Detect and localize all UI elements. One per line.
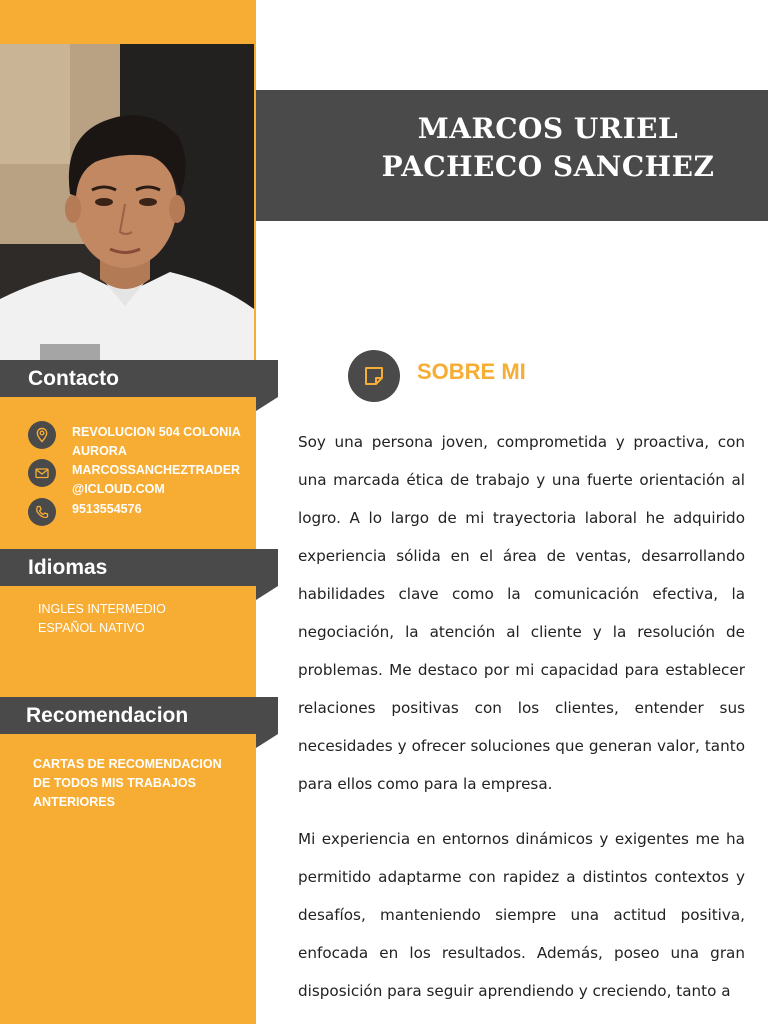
recommendation-line: ANTERIORES bbox=[33, 795, 115, 809]
address-text bbox=[72, 423, 241, 461]
about-title: SOBRE MI bbox=[417, 359, 526, 384]
email-text[interactable] bbox=[72, 461, 240, 499]
recommendation-text bbox=[33, 755, 222, 812]
about-paragraph-1: Soy una persona joven, comprometida y proactiva, con una marcada ética de trabajo y una fuerte orientación al logro. A lo largo de mi trayectoria laboral he adquirido experiencia sólida en el área de ventas, desarrollando habilidades clave como la comunicación efectiva, la negociación, la atención al cliente y la resolución de problemas. Me destaco por mi capacidad para establecer relaciones positivas con los clientes, entender sus necesidades y ofrecer soluciones que generan valor, tanto para ellos como para la empresa. bbox=[298, 433, 745, 793]
recommendation-title: Recomendacion bbox=[26, 704, 189, 727]
name-line-1: MARCOS URIEL bbox=[417, 112, 679, 145]
contact-address bbox=[28, 421, 56, 449]
email-line-1: MARCOSSANCHEZTRADER bbox=[72, 463, 241, 477]
note-icon bbox=[348, 350, 400, 402]
address-line-1: REVOLUCION 504 COLONIA bbox=[72, 425, 241, 439]
address-line-2: AURORA bbox=[72, 444, 127, 458]
contact-phone bbox=[28, 498, 56, 526]
contact-header bbox=[0, 360, 278, 397]
recommendation-line: DE TODOS MIS TRABAJOS bbox=[33, 776, 196, 790]
profile-photo bbox=[0, 44, 254, 360]
language-item: ESPAÑOL NATIVO bbox=[38, 621, 145, 635]
languages-header bbox=[0, 549, 278, 586]
languages-list bbox=[38, 600, 166, 638]
about-paragraph-2: Mi experiencia en entornos dinámicos y exigentes me ha permitido adaptarme con rapidez a distintos contextos y desafíos, manteniendo siempre una actitud positiva, enfocada en los resultados. Además, poseo una gran disposición para seguir aprendiendo y creciendo, tanto a bbox=[298, 830, 745, 1000]
phone-text[interactable]: 9513554576 bbox=[72, 502, 142, 516]
contact-email bbox=[28, 459, 56, 487]
name-banner bbox=[256, 90, 768, 221]
contact-title: Contacto bbox=[28, 367, 119, 390]
name-line-2: PACHECO SANCHEZ bbox=[381, 150, 715, 183]
email-line-2: @ICLOUD.COM bbox=[72, 482, 165, 496]
location-pin-icon bbox=[28, 421, 56, 449]
recommendation-header bbox=[0, 697, 278, 734]
language-item: INGLES INTERMEDIO bbox=[38, 602, 166, 616]
languages-title: Idiomas bbox=[28, 556, 108, 579]
phone-icon bbox=[28, 498, 56, 526]
mail-icon bbox=[28, 459, 56, 487]
recommendation-line: CARTAS DE RECOMENDACION bbox=[33, 757, 222, 771]
